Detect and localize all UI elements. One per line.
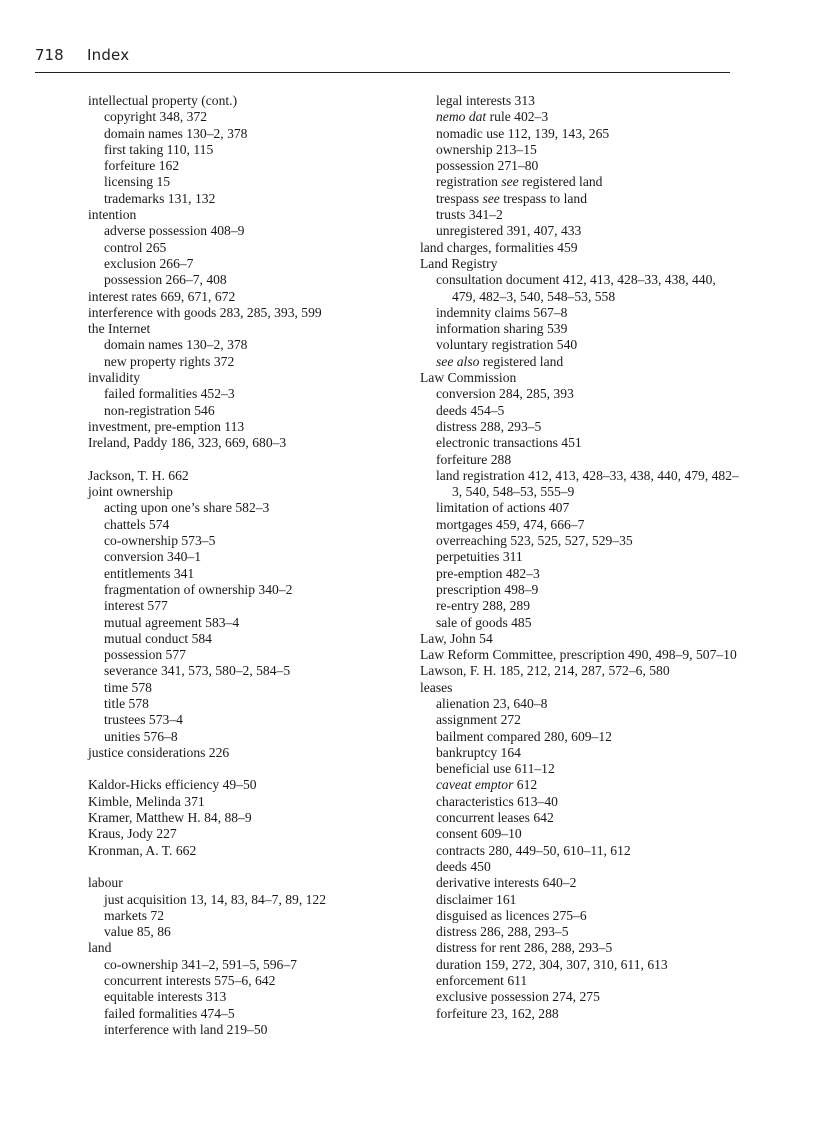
index-subentry: markets 72 xyxy=(104,907,165,923)
index-subentry: new property rights 372 xyxy=(104,353,235,369)
index-subentry: nomadic use 112, 139, 143, 265 xyxy=(436,125,610,141)
index-entry: Kimble, Melinda 371 xyxy=(88,793,205,809)
index-subentry: unities 576–8 xyxy=(104,728,178,744)
index-subentry: bailment compared 280, 609–12 xyxy=(436,728,612,744)
index-subentry: entitlements 341 xyxy=(104,565,195,581)
index-subentry: concurrent interests 575–6, 642 xyxy=(104,973,276,989)
index-entry: Lawson, F. H. 185, 212, 214, 287, 572–6, 580 xyxy=(420,663,670,679)
index-subentry: derivative interests 640–2 xyxy=(436,875,577,891)
index-subentry: re-entry 288, 289 xyxy=(436,598,530,614)
index-subentry: indemnity claims 567–8 xyxy=(436,304,568,320)
index-subentry: distress 288, 293–5 xyxy=(436,418,542,434)
index-subentry: licensing 15 xyxy=(104,174,171,190)
index-subentry: time 578 xyxy=(104,679,152,695)
index-entry: land xyxy=(88,940,112,956)
index-subentry: mutual agreement 583–4 xyxy=(104,614,240,630)
index-subentry: contracts 280, 449–50, 610–11, 612 xyxy=(436,842,631,858)
index-subentry: possession 271–80 xyxy=(436,158,539,174)
index-subentry: fragmentation of ownership 340–2 xyxy=(104,581,293,597)
index-entry: interest rates 669, 671, 672 xyxy=(88,288,236,304)
index-subentry: value 85, 86 xyxy=(104,924,171,940)
index-subentry: domain names 130–2, 378 xyxy=(104,337,248,353)
index-subentry: forfeiture 23, 162, 288 xyxy=(436,1005,559,1021)
index-subentry: exclusion 266–7 xyxy=(104,255,194,271)
index-subentry: sale of goods 485 xyxy=(436,614,532,630)
index-subentry: characteristics 613–40 xyxy=(436,793,558,809)
index-subentry: mutual conduct 584 xyxy=(104,630,212,646)
index-column-left xyxy=(88,93,408,1038)
index-subentry: non-registration 546 xyxy=(104,402,215,418)
index-subentry: consent 609–10 xyxy=(436,826,522,842)
index-subentry: interference with land 219–50 xyxy=(104,1021,268,1037)
index-subentry: overreaching 523, 525, 527, 529–35 xyxy=(436,533,633,549)
index-subentry: nemo dat rule 402–3 xyxy=(436,109,549,125)
index-subentry: exclusive possession 274, 275 xyxy=(436,989,600,1005)
index-subentry: deeds 450 xyxy=(436,858,491,874)
index-subentry: distress 286, 288, 293–5 xyxy=(436,924,569,940)
index-subentry: copyright 348, 372 xyxy=(104,109,208,125)
index-subentry: land registration 412, 413, 428–33, 438, 440, 479, 482–3, 540, 548–53, 555–9 xyxy=(436,467,739,500)
index-subentry: failed formalities 474–5 xyxy=(104,1005,235,1021)
index-entry: Law Reform Committee, prescription 490, 498–9, 507–10 xyxy=(420,647,737,663)
index-subentry: alienation 23, 640–8 xyxy=(436,695,548,711)
index-entry: interference with goods 283, 285, 393, 599 xyxy=(88,304,322,320)
index-entry: land charges, formalities 459 xyxy=(420,239,578,255)
index-subentry: see also registered land xyxy=(436,353,564,369)
index-subentry: mortgages 459, 474, 666–7 xyxy=(436,516,585,532)
index-subentry: conversion 340–1 xyxy=(104,549,202,565)
index-subentry: trusts 341–2 xyxy=(436,207,503,223)
index-subentry: co-ownership 341–2, 591–5, 596–7 xyxy=(104,956,297,972)
index-entry: intellectual property (cont.) xyxy=(88,93,238,108)
index-subentry: registration see registered land xyxy=(436,174,603,190)
index-subentry: ownership 213–15 xyxy=(436,141,537,157)
index-subentry: acting upon one’s share 582–3 xyxy=(104,500,270,516)
index-subentry: caveat emptor 612 xyxy=(436,777,538,793)
index-subentry: conversion 284, 285, 393 xyxy=(436,386,574,402)
index-subentry: duration 159, 272, 304, 307, 310, 611, 613 xyxy=(436,956,668,972)
index-subentry: bankruptcy 164 xyxy=(436,744,521,760)
index-subentry: adverse possession 408–9 xyxy=(104,223,245,239)
index-subentry: disguised as licences 275–6 xyxy=(436,907,587,923)
index-subentry: interest 577 xyxy=(104,598,168,614)
index-entry: joint ownership xyxy=(88,484,173,500)
index-subentry: first taking 110, 115 xyxy=(104,141,214,157)
section-gap xyxy=(88,761,408,777)
index-subentry: distress for rent 286, 288, 293–5 xyxy=(436,940,613,956)
index-subentry: trespass see trespass to land xyxy=(436,190,588,206)
index-subentry: perpetuities 311 xyxy=(436,549,523,565)
index-entry: labour xyxy=(88,875,123,891)
index-subentry: equitable interests 313 xyxy=(104,989,227,1005)
index-subentry: chattels 574 xyxy=(104,516,170,532)
index-entry: Kraus, Jody 227 xyxy=(88,826,177,842)
index-subentry: prescription 498–9 xyxy=(436,581,539,597)
index-subentry: limitation of actions 407 xyxy=(436,500,570,516)
index-subentry: electronic transactions 451 xyxy=(436,435,582,451)
index-subentry: title 578 xyxy=(104,695,149,711)
index-subentry: assignment 272 xyxy=(436,712,521,728)
index-entry: invalidity xyxy=(88,370,141,386)
index-entry: Kaldor-Hicks efficiency 49–50 xyxy=(88,777,257,793)
index-subentry: domain names 130–2, 378 xyxy=(104,125,248,141)
index-subentry: unregistered 391, 407, 433 xyxy=(436,223,582,239)
index-subentry: enforcement 611 xyxy=(436,973,528,989)
section-gap xyxy=(88,452,408,468)
index-subentry: disclaimer 161 xyxy=(436,891,517,907)
page-number: 718 xyxy=(35,46,64,64)
index-subentry: severance 341, 573, 580–2, 584–5 xyxy=(104,663,291,679)
index-subentry: control 265 xyxy=(104,239,167,255)
index-subentry: concurrent leases 642 xyxy=(436,810,554,826)
index-subentry: voluntary registration 540 xyxy=(436,337,578,353)
index-subentry: co-ownership 573–5 xyxy=(104,533,216,549)
index-subentry: just acquisition 13, 14, 83, 84–7, 89, 122 xyxy=(104,891,327,907)
index-entry: leases xyxy=(420,679,453,695)
index-entry: Kronman, A. T. 662 xyxy=(88,842,197,858)
index-subentry: legal interests 313 xyxy=(436,93,535,108)
index-subentry: trustees 573–4 xyxy=(104,712,183,728)
index-subentry: deeds 454–5 xyxy=(436,402,505,418)
index-entry: the Internet xyxy=(88,321,151,337)
index-subentry: forfeiture 288 xyxy=(436,451,512,467)
index-subentry: consultation document 412, 413, 428–33, 438, 440, 479, 482–3, 540, 548–53, 558 xyxy=(436,272,716,304)
running-head: Index xyxy=(87,46,130,64)
index-subentry: trademarks 131, 132 xyxy=(104,190,216,206)
index-entry: Kramer, Matthew H. 84, 88–9 xyxy=(88,810,252,826)
index-column-right xyxy=(420,93,740,1022)
index-entry: Land Registry xyxy=(420,255,498,271)
index-entry: Jackson, T. H. 662 xyxy=(88,467,189,483)
page-header xyxy=(35,46,735,64)
index-subentry: beneficial use 611–12 xyxy=(436,761,555,777)
index-subentry: possession 577 xyxy=(104,647,186,663)
index-entry: intention xyxy=(88,207,137,223)
index-subentry: possession 266–7, 408 xyxy=(104,272,227,288)
index-entry: justice considerations 226 xyxy=(88,744,230,760)
index-subentry: information sharing 539 xyxy=(436,321,568,337)
index-entry: Law Commission xyxy=(420,370,517,386)
index-entry: investment, pre-emption 113 xyxy=(88,418,245,434)
index-entry: Ireland, Paddy 186, 323, 669, 680–3 xyxy=(88,435,287,451)
index-subentry: pre-emption 482–3 xyxy=(436,565,540,581)
index-subentry: forfeiture 162 xyxy=(104,158,180,174)
header-rule xyxy=(35,72,730,73)
section-gap xyxy=(88,859,408,875)
index-entry: Law, John 54 xyxy=(420,630,493,646)
index-subentry: failed formalities 452–3 xyxy=(104,386,235,402)
